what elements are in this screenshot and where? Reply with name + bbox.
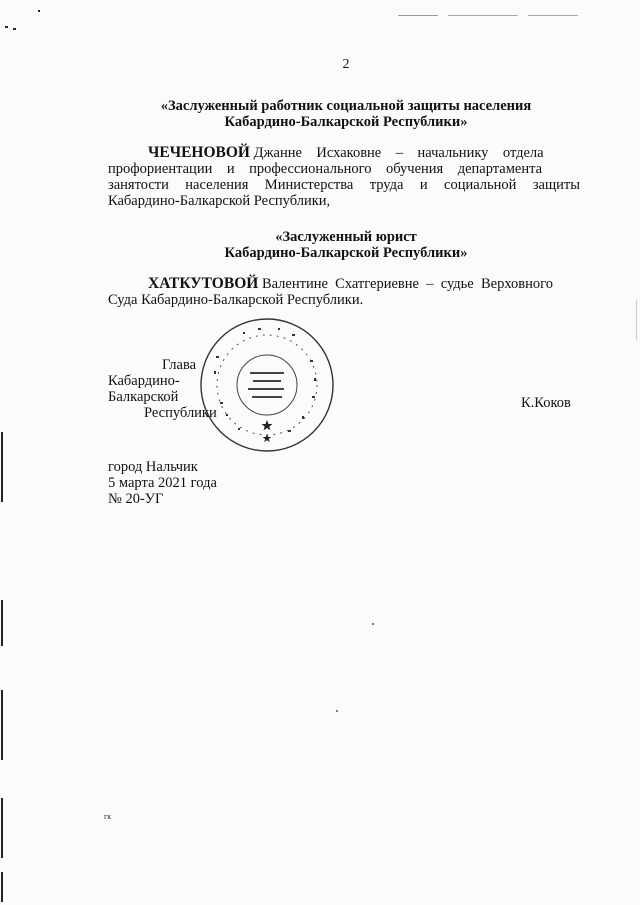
executor-initials: гк	[104, 812, 112, 821]
scan-artifact	[5, 26, 8, 28]
award-title-2-line1: «Заслуженный юрист	[275, 229, 417, 245]
paragraph-2-line2: Суда Кабардино-Балкарской Республики.	[108, 292, 364, 308]
scan-artifact	[448, 15, 518, 16]
award-title-2-line2: Кабардино-Балкарской Республики»	[224, 245, 468, 261]
paragraph-2-line1	[108, 276, 580, 292]
paragraph-1-line2: профориентации и профессионального обучения департамента	[108, 161, 543, 177]
scan-artifact	[336, 710, 338, 712]
signer-name: К.Коков	[521, 395, 571, 411]
awardee-name-1: ЧЕЧЕНОВОЙ	[148, 144, 250, 161]
paragraph-1-line4: Кабардино-Балкарской Республики,	[108, 193, 331, 209]
scan-artifact	[38, 10, 40, 12]
awardee-name-2: ХАТКУТОВОЙ	[148, 275, 259, 292]
award-paragraph-2	[108, 276, 580, 308]
issue-city: город Нальчик	[108, 459, 198, 475]
award-title-1-line2: Кабардино-Балкарской Республики»	[224, 114, 468, 130]
award-title-1-line1: «Заслуженный работник социальной защиты населения	[160, 98, 532, 114]
paragraph-1-line1	[108, 145, 580, 161]
award-title-2	[90, 229, 602, 261]
scan-artifact	[528, 15, 578, 16]
signer-position	[108, 357, 238, 421]
page-number: 2	[342, 57, 350, 72]
scan-artifact	[372, 623, 374, 625]
scan-artifact	[1, 690, 3, 760]
scan-artifact	[1, 432, 3, 502]
signer-position-line3: Республики	[144, 405, 217, 421]
paragraph-2-line1-text: Валентине Схатгериевне – судье Верховного	[258, 276, 553, 292]
signer-position-line2: Кабардино-Балкарской	[108, 373, 180, 405]
paragraph-1-line1-text: Джанне Исхаковне – начальнику отдела	[253, 145, 544, 161]
scan-artifact	[1, 872, 3, 902]
scan-artifact	[636, 300, 637, 340]
award-title-1	[90, 98, 602, 130]
scan-artifact	[1, 798, 3, 858]
award-paragraph-1	[108, 145, 580, 209]
decree-number: № 20-УГ	[108, 491, 164, 507]
signer-position-line1: Глава	[162, 357, 197, 373]
scan-artifact	[13, 28, 16, 30]
scan-artifact	[398, 15, 438, 16]
paragraph-1-line3: занятости населения Министерства труда и социальной защиты	[108, 177, 580, 193]
scan-artifact	[1, 600, 3, 646]
issue-details	[108, 459, 217, 507]
issue-date: 5 марта 2021 года	[108, 475, 217, 491]
